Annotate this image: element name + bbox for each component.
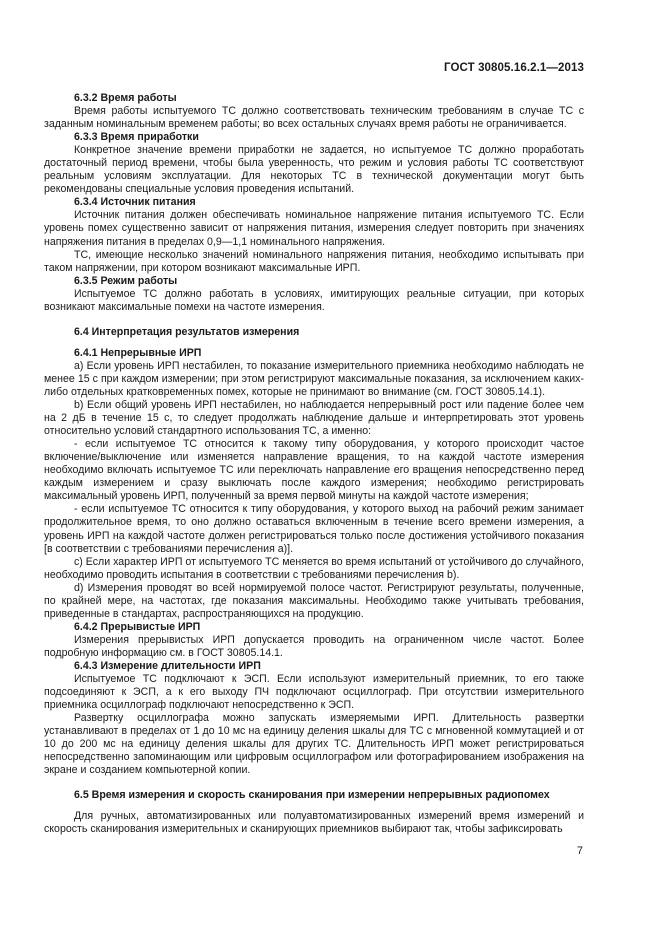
document-body [44, 92, 584, 837]
paragraph: Источник питания должен обеспечивать номинальное напряжение питания испытуемого ТС. Если уровень помех существенно зависит от напряжения питания, измерения следует повторить при значениях напряжения питания в пределах 0,9—1,1 номинального напряжения. [44, 209, 584, 248]
section-heading-6-4-2: 6.4.2 Прерывистые ИРП [74, 620, 201, 633]
paragraph: Конкретное значение времени приработки не задается, но испытуемое ТС должно проработать достаточный период времени, чтобы была уверенность, что режим и условия работы ТС соответствуют реальным условиям эксплуатации. Для некоторых ТС в технической документации могут быть рекомендованы специальные условия проведения испытаний. [44, 144, 584, 196]
paragraph: Измерения прерывистых ИРП допускается проводить на ограниченном числе частот. Более подробную информацию см. в ГОСТ 30805.14.1. [44, 633, 584, 659]
document-code-header: ГОСТ 30805.16.2.1—2013 [444, 62, 584, 74]
paragraph: Время работы испытуемого ТС должно соответствовать техническим требованиям в случае ТС с заданным номинальным временем работы; во всех остальных случаях время работы не ограничивается. [44, 105, 584, 131]
paragraph: Для ручных, автоматизированных или полуавтоматизированных измерений время измерений и скорость сканирования измерительных и сканирующих приемников выбирают так, чтобы зафиксировать [44, 810, 584, 836]
section-heading-6-4-3: 6.4.3 Измерение длительности ИРП [74, 659, 261, 672]
paragraph: Испытуемое ТС должно работать в условиях, имитирующих реальные ситуации, при которых возникают максимальные помехи на частоте измерения. [44, 287, 584, 313]
paragraph: Испытуемое ТС подключают к ЭСП. Если используют измерительный приемник, то его также подсоединяют к ЭСП, а к его выходу ПЧ подключают осциллограф. При отсутствии измерительного приемника осциллограф подключают непосредственно к ЭСП. [44, 673, 584, 712]
section-heading-6-4: 6.4 Интерпретация результатов измерения [74, 325, 300, 338]
section-heading-6-4-1: 6.4.1 Непрерывные ИРП [74, 346, 202, 359]
section-heading-6-3-5: 6.3.5 Режим работы [74, 274, 178, 287]
list-item: - если испытуемое ТС относится к типу оборудования, у которого выход на рабочий режим занимает продолжительное время, то оно должно оставаться включенным в течение всего времени измерения, а уровень ИРП на каждой частоте должен регистрироваться только после достижения устойчивого показания [в соответствии с требованиями перечисления а)]. [44, 503, 584, 555]
paragraph: ТС, имеющие несколько значений номинального напряжения питания, необходимо испытывать при таком напряжении, при котором возникают максимальные ИРП. [44, 248, 584, 274]
paragraph: с) Если характер ИРП от испытуемого ТС меняется во время испытаний от устойчивого до случайного, необходимо проводить испытания в соответствии с требованиями перечисления b). [44, 555, 584, 581]
paragraph: Развертку осциллографа можно запускать измеряемыми ИРП. Длительность развертки устанавливают в пределах от 1 до 10 мс на единицу деления шкалы для ТС с мгновенной коммутацией и от 10 до 200 мс на единицу деления шкалы для других ТС. Длительность ИРП может регистрироваться непосредственно запоминающим или цифровым осциллографом или фотографированием изображения на экране и созданием компьютерной копии. [44, 712, 584, 777]
paragraph: d) Измерения проводят во всей нормируемой полосе частот. Регистрируют результаты, полученные, по крайней мере, на частотах, где показания максимальны. Необходимо также учитывать требования, приведенные в стандартах, распространяющихся на продукцию. [44, 581, 584, 620]
section-heading-6-3-3: 6.3.3 Время приработки [74, 131, 199, 144]
section-heading-6-3-4: 6.3.4 Источник питания [74, 196, 196, 209]
section-heading-6-3-2: 6.3.2 Время работы [74, 92, 177, 104]
page-number: 7 [576, 845, 583, 857]
paragraph: b) Если общий уровень ИРП нестабилен, но наблюдается непрерывный рост или падение более чем на 2 дБ в течение 15 с, то следует продолжать наблюдение дальше и интерпретировать этот уровень относительно условий стандартного использования ТС, а именно: [44, 399, 584, 438]
list-item: - если испытуемое ТС относится к такому типу оборудования, у которого происходит частое включение/выключение или изменяется направление вращения, то на каждой частоте измерения необходимо включать испытуемое ТС или переключать направление его вращения непосредственно перед каждым измерением и сразу выключать после каждого измерения; необходимо регистрировать максимальный уровень ИРП, полученный за время первой минуты на каждой частоте измерения; [44, 438, 584, 503]
paragraph: а) Если уровень ИРП нестабилен, то показание измерительного приемника необходимо наблюдать не менее 15 с при каждом измерении; при этом регистрируют максимальные показания, за исключением каких-либо отдельных кратковременных помех, которые не принимают во внимание (см. ГОСТ 30805.14.1). [44, 359, 584, 398]
section-heading-6-5: 6.5 Время измерения и скорость сканирования при измерении непрерывных радиопомех [74, 789, 550, 802]
